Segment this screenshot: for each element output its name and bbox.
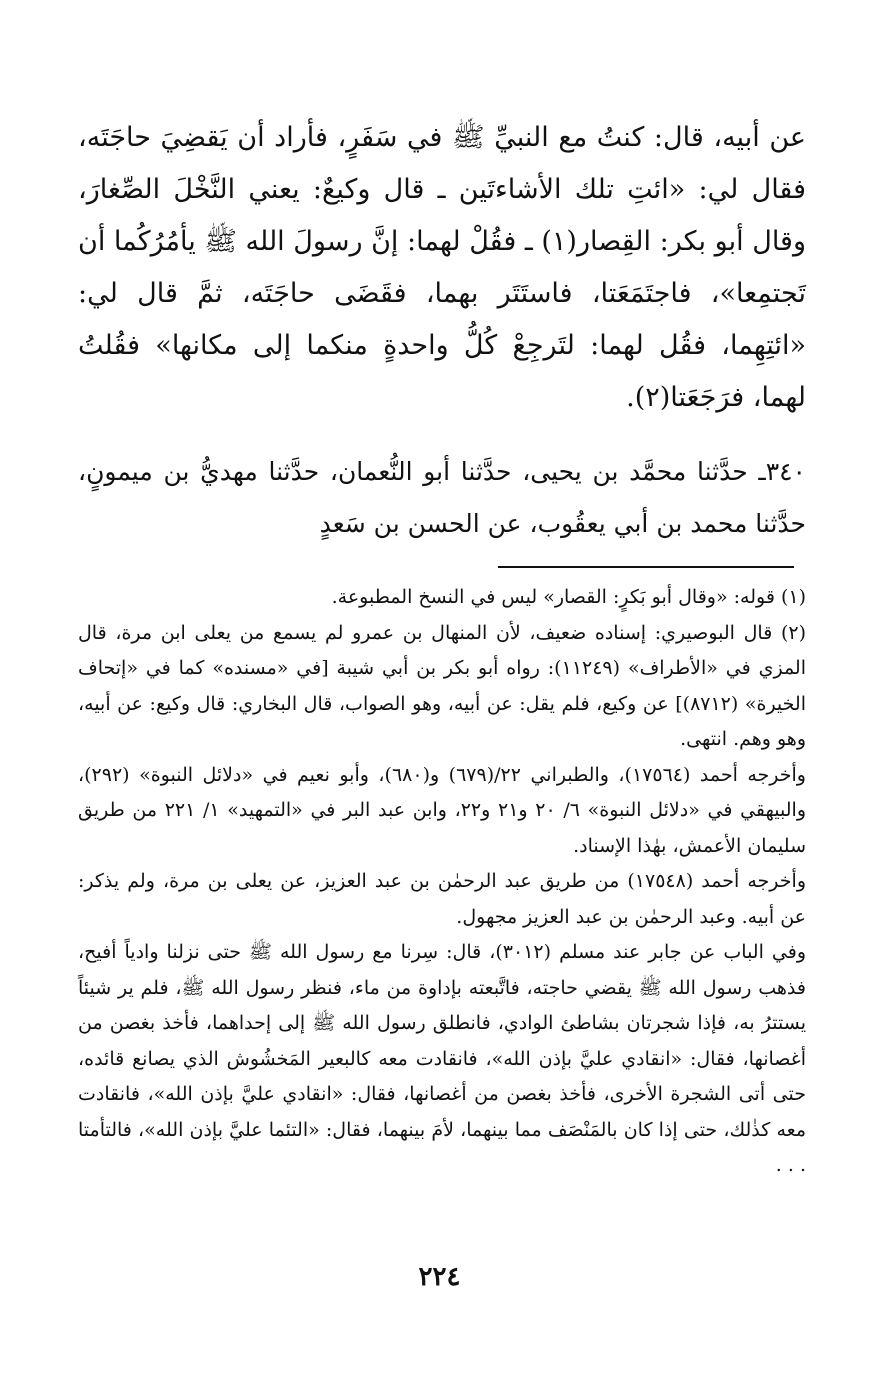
hadith-340-paragraph: ٣٤٠ـ حدَّثنا محمَّد بن يحيى، حدَّثنا أبو النُّعمان، حدَّثنا مهديُّ بن ميمونٍ، حدَّثنا محمد بن أبي يعقُوب، عن الحسن بن سَعدٍ [78, 457, 806, 538]
main-paragraph: عن أبيه، قال: كنتُ مع النبيِّ ﷺ في سَفَرٍ، فأراد أن يَقضِيَ حاجَتَه، فقال لي: «ائتِ تلك الأشاءتَين ـ قال وكيعٌ: يعني النَّخْلَ الصِّغارَ، وقال أبو بكر: القِصار(١) ـ فقُلْ لهما: إنَّ رسولَ الله ﷺ يأمُرُكُما أن تَجتمِعا»، فاجتَمَعَتا، فاستَتَر بهما، فقَضَى حاجَتَه، ثمَّ قال لي: «ائتِهِما، فقُل لهما: لتَرجِعْ كُلُّ واحدةٍ منكما إلى مكانها» فقُلتُ لهما، فرَجَعَتا(٢). [78, 122, 806, 413]
footnote-2-cont-ahmad-2: وأخرجه أحمد (١٧٥٤٨) من طريق عبد الرحمٰن بن عبد العزيز، عن يعلى بن مرة، ولم يذكر: عن أبيه. وعبد الرحمٰن بن عبد العزيز مجهول. [78, 870, 806, 928]
footnote-separator [498, 566, 794, 568]
main-text-block [78, 112, 806, 424]
footnote-2-cont-ahmad: وأخرجه أحمد (١٧٥٦٤)، والطبراني ٢٢/(٦٧٩) و(٦٨٠)، وأبو نعيم في «دلائل النبوة» (٢٩٢)، والبيهقي في «دلائل النبوة» ٦/ ٢٠ و٢١ و٢٢، وابن عبد البر في «التمهيد» ١/ ٢٢١ من طريق سليمان الأعمش، بهٰذا الإسناد. [78, 763, 806, 857]
hadith-340-block [78, 446, 806, 550]
footnote-2: (٢) قال البوصيري: إسناده ضعيف، لأن المنهال بن عمرو لم يسمع من يعلى ابن مرة، قال المزي في «الأطراف» (١١٢٤٩): رواه أبو بكر بن أبي شيبة [في «مسنده» كما في «إتحاف الخيرة» (٨٧١٢)] عن وكيع، فلم يقل: عن أبيه، وهو الصواب، قال البخاري: قال وكيع: عن أبيه، وهو وهم. انتهى. [78, 621, 806, 750]
footnotes-block [78, 580, 806, 1184]
footnote-1: (١) قوله: «وقال أبو بَكرٍ: القصار» ليس في النسخ المطبوعة. [331, 586, 806, 608]
footnote-2-cont-jabir: وفي الباب عن جابر عند مسلم (٣٠١٢)، قال: سِرنا مع رسول الله ﷺ حتى نزلنا وادياً أفيح، فذهب رسول الله ﷺ يقضي حاجته، فاتَّبعته بإداوة من ماء، فنظر رسول الله ﷺ، فلم ير شيئاً يستترُ به، فإذا شجرتان بشاطئ الوادي، فانطلق رسول الله ﷺ إلى إحداهما، فأخذ بغصن من أغصانها، فقال: «انقادي عليَّ بإذن الله»، فانقادت معه كالبعير المَخشُوش الذي يصانع قائده، حتى أتى الشجرة الأخرى، فأخذ بغصن من أغصانها، فقال: «انقادي عليَّ بإذن الله»، فانقادت معه كذٰلك، حتى إذا كان بالمَنْصَف مما بينهما، لأمَ بينهما، فقال: «التئما عليَّ بإذن الله»، فالتأمتا . . . [78, 941, 806, 1176]
page-number: ٢٢٤ [418, 1262, 461, 1292]
